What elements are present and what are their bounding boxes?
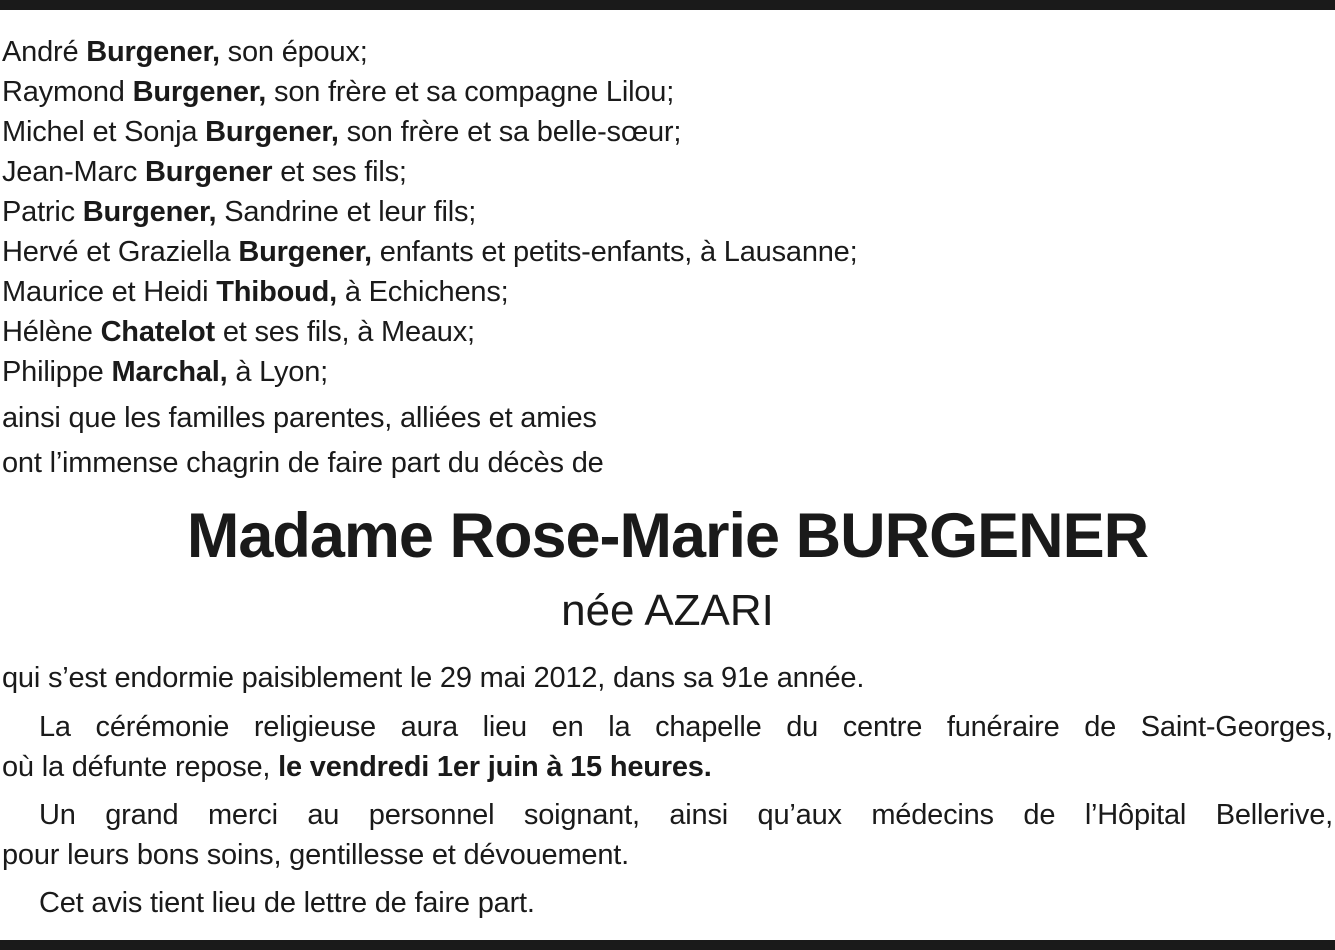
family-surname: Chatelot xyxy=(100,316,215,348)
thanks-line-1: Un grand merci au personnel soignant, ainsi qu’aux médecins de l’Hôpital Bellerive, xyxy=(39,799,1333,831)
deceased-name: Madame Rose-Marie BURGENER xyxy=(186,501,1149,571)
family-surname: Burgener xyxy=(145,156,273,188)
family-line: Maurice et Heidi Thiboud, à Echichens; xyxy=(2,276,509,308)
top-rule xyxy=(0,0,1335,10)
family-line: Hervé et Graziella Burgener, enfants et petits-enfants, à Lausanne; xyxy=(2,236,858,268)
family-list xyxy=(2,32,1332,392)
ceremony-paragraph xyxy=(2,707,1333,787)
extended-family-line: ainsi que les familles parentes, alliées et amies xyxy=(2,402,597,434)
family-surname: Burgener, xyxy=(238,236,372,268)
ceremony-line-2: où la défunte repose, le vendredi 1er juin à 15 heures. xyxy=(2,751,712,783)
family-surname: Burgener, xyxy=(132,76,267,108)
thanks-paragraph xyxy=(2,795,1333,875)
family-line: André Burgener, son époux; xyxy=(2,36,368,68)
family-line: Michel et Sonja Burgener, son frère et sa belle-sœur; xyxy=(2,116,682,148)
closing-line: Cet avis tient lieu de lettre de faire part. xyxy=(39,887,535,919)
death-date-text: qui s’est endormie paisiblement le 29 mai 2012, dans sa 91e année. xyxy=(2,662,865,694)
family-surname: Burgener, xyxy=(82,196,217,228)
maiden-name: née AZARI xyxy=(561,586,774,635)
family-line: Hélène Chatelot et ses fils, à Meaux; xyxy=(2,316,475,348)
family-line: Philippe Marchal, à Lyon; xyxy=(2,356,329,388)
family-line: Patric Burgener, Sandrine et leur fils; xyxy=(2,196,477,228)
closing-paragraph xyxy=(2,883,1333,923)
death-notice-line xyxy=(2,658,1333,698)
family-surname: Marchal, xyxy=(111,356,228,388)
family-surname: Burgener, xyxy=(205,116,339,148)
ceremony-line-1: La cérémonie religieuse aura lieu en la chapelle du centre funéraire de Saint-Georges, xyxy=(39,711,1333,743)
family-surname: Burgener, xyxy=(86,36,220,68)
announcement-line: ont l’immense chagrin de faire part du décès de xyxy=(2,447,604,479)
family-surname: Thiboud, xyxy=(216,276,337,308)
family-line: Jean-Marc Burgener et ses fils; xyxy=(2,156,407,188)
ceremony-datetime: le vendredi 1er juin à 15 heures. xyxy=(278,751,712,783)
thanks-line-2: pour leurs bons soins, gentillesse et dévouement. xyxy=(2,839,629,871)
bottom-rule xyxy=(0,940,1335,950)
family-line: Raymond Burgener, son frère et sa compagne Lilou; xyxy=(2,76,675,108)
